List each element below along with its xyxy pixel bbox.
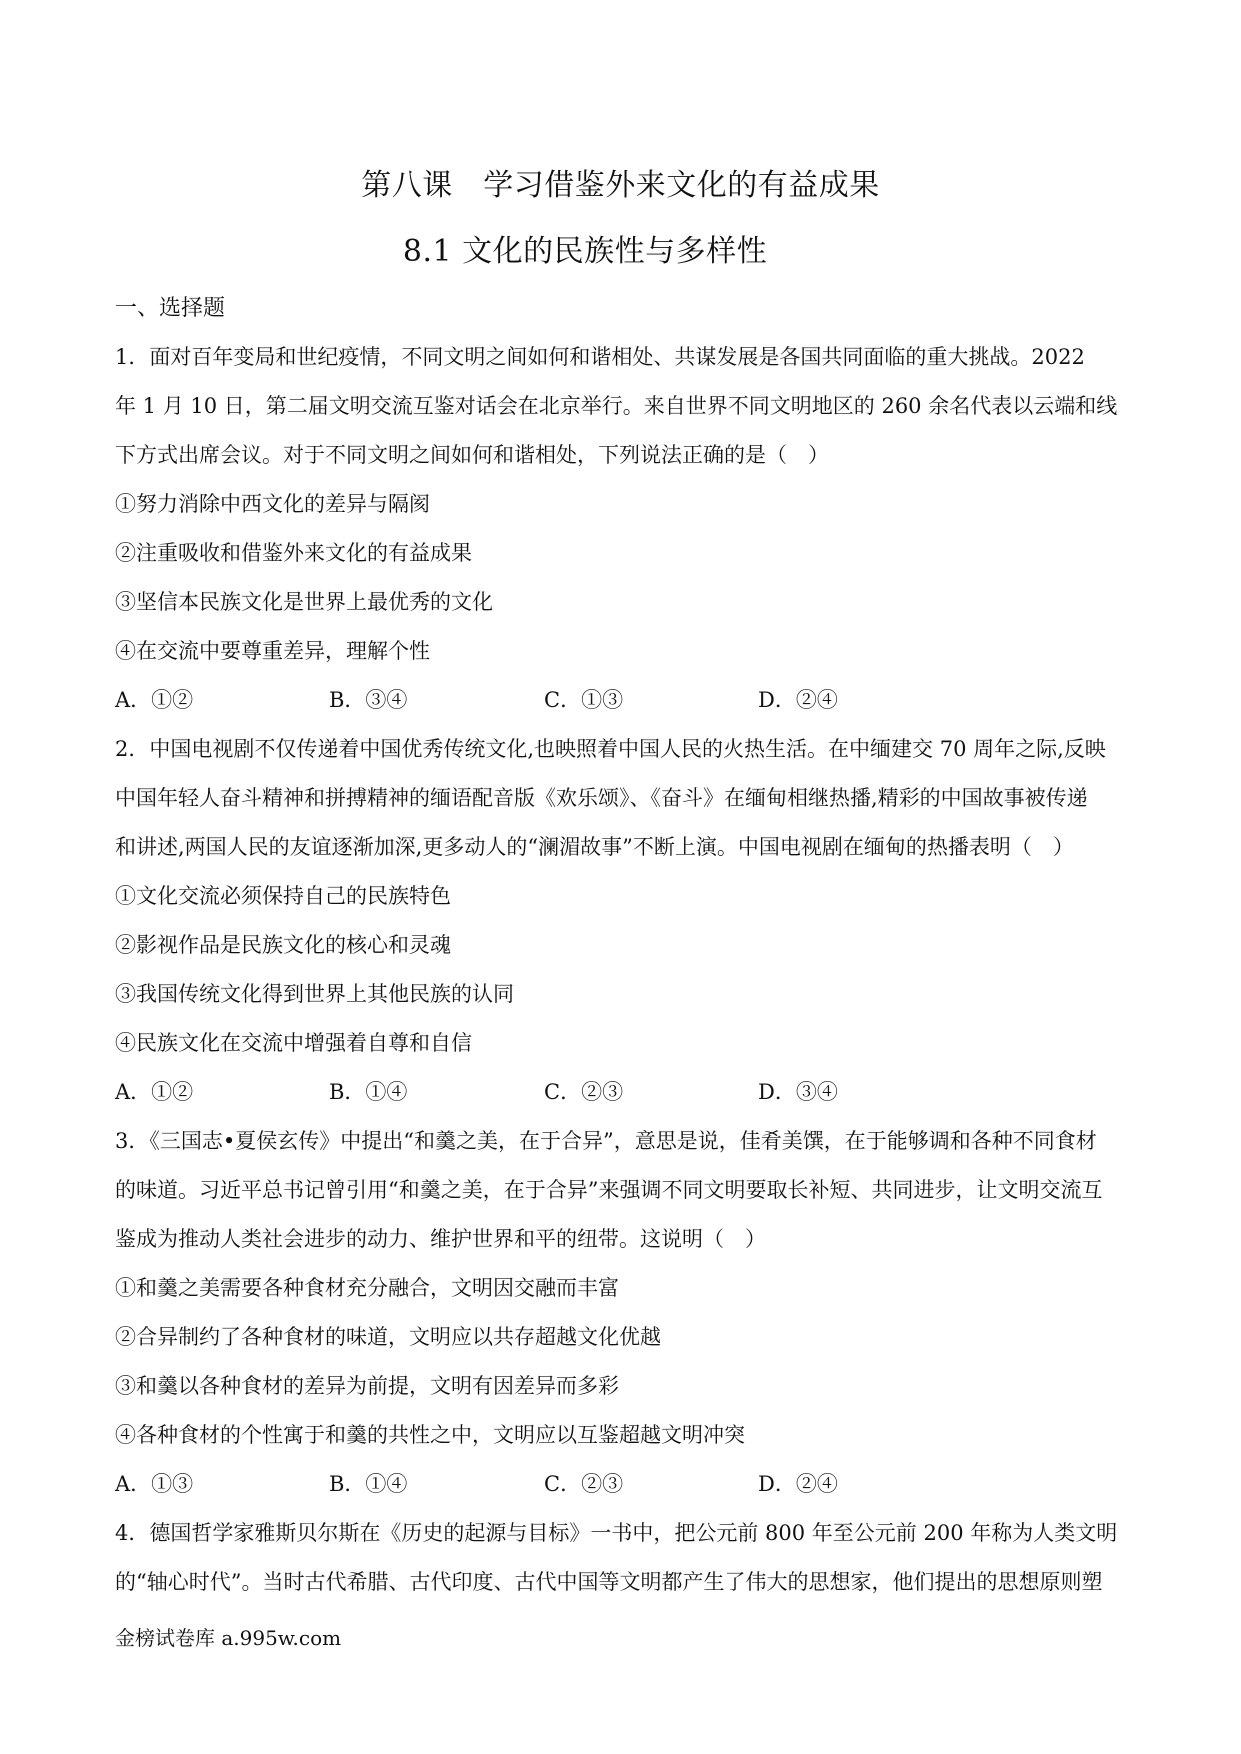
question-3: [115, 1117, 1133, 1509]
question-text-line: 的味道。习近平总书记曾引用“和羹之美，在于合异”来强调不同文明要取长补短、共同进步，让文明交流互: [115, 1178, 1103, 1202]
question-text-line: 下方式出席会议。对于不同文明之间如何和谐相处，下列说法正确的是（ ）: [115, 443, 829, 467]
statement-item: ④在交流中要尊重差异，理解个性: [115, 639, 430, 663]
statement-item: ③我国传统文化得到世界上其他民族的认同: [115, 982, 514, 1006]
page-subtitle: 8.1 文化的民族性与多样性: [402, 234, 768, 269]
section-heading: 一、选择题: [115, 296, 226, 321]
question-text-line: 3．《三国志•夏侯玄传》中提出“和羹之美，在于合异”，意思是说，佳肴美馔，在于能够调和各种不同食材: [115, 1129, 1097, 1153]
option-b: B．①④: [329, 1472, 408, 1496]
statement-item: ①努力消除中西文化的差异与隔阂: [115, 492, 430, 516]
question-2: [115, 725, 1133, 1117]
option-c: C．①③: [544, 688, 624, 712]
answer-options: [115, 1068, 1133, 1117]
page-title: 第八课 学习借鉴外来文化的有益成果: [361, 168, 880, 203]
question-text-line: 鉴成为推动人类社会进步的动力、维护世界和平的纽带。这说明（ ）: [115, 1227, 766, 1251]
statement-item: ②合异制约了各种食材的味道，文明应以共存超越文化优越: [115, 1325, 661, 1349]
statement-item: ②影视作品是民族文化的核心和灵魂: [115, 933, 451, 957]
answer-options: [115, 1460, 1133, 1509]
question-4: [115, 1509, 1133, 1607]
option-b: B．①④: [329, 1080, 408, 1104]
option-d: D．③④: [758, 1080, 838, 1104]
option-a: A．①③: [115, 1472, 194, 1496]
option-d: D．②④: [758, 1472, 838, 1496]
footer-watermark: 金榜试卷库 a.995w.com: [115, 1626, 342, 1650]
question-text-line: 2．中国电视剧不仅传递着中国优秀传统文化,也映照着中国人民的火热生活。在中缅建交 70 周年之际,反映: [115, 737, 1106, 761]
option-b: B．③④: [329, 688, 408, 712]
answer-options: [115, 676, 1133, 725]
option-c: C．②③: [544, 1080, 624, 1104]
question-text-line: 的“轴心时代”。当时古代希腊、古代印度、古代中国等文明都产生了伟大的思想家，他们提出的思想原则塑: [115, 1570, 1103, 1594]
question-text-line: 年 1 月 10 日，第二届文明交流互鉴对话会在北京举行。来自世界不同文明地区的 260 余名代表以云端和线: [115, 394, 1118, 418]
question-text-line: 1．面对百年变局和世纪疫情，不同文明之间如何和谐相处、共谋发展是各国共同面临的重大挑战。2022: [115, 345, 1085, 369]
statement-item: ②注重吸收和借鉴外来文化的有益成果: [115, 541, 472, 565]
option-a: A．①②: [115, 688, 194, 712]
statement-item: ③坚信本民族文化是世界上最优秀的文化: [115, 590, 493, 614]
statement-item: ④各种食材的个性寓于和羹的共性之中，文明应以互鉴超越文明冲突: [115, 1423, 745, 1447]
document-body: [115, 284, 1133, 1607]
statement-item: ④民族文化在交流中增强着自尊和自信: [115, 1031, 472, 1055]
question-1: [115, 333, 1133, 725]
question-text-line: 4．德国哲学家雅斯贝尔斯在《历史的起源与目标》一书中，把公元前 800 年至公元前 200 年称为人类文明: [115, 1521, 1118, 1545]
statement-item: ①文化交流必须保持自己的民族特色: [115, 884, 451, 908]
option-c: C．②③: [544, 1472, 624, 1496]
question-text-line: 中国年轻人奋斗精神和拼搏精神的缅语配音版《欢乐颂》、《奋斗》在缅甸相继热播,精彩的中国故事被传递: [115, 786, 1088, 810]
option-d: D．②④: [758, 688, 838, 712]
question-text-line: 和讲述,两国人民的友谊逐渐加深,更多动人的“澜湄故事”不断上演。中国电视剧在缅甸的热播表明（ ）: [115, 835, 1074, 859]
statement-item: ①和羹之美需要各种食材充分融合，文明因交融而丰富: [115, 1276, 619, 1300]
option-a: A．①②: [115, 1080, 194, 1104]
statement-item: ③和羹以各种食材的差异为前提，文明有因差异而多彩: [115, 1374, 619, 1398]
